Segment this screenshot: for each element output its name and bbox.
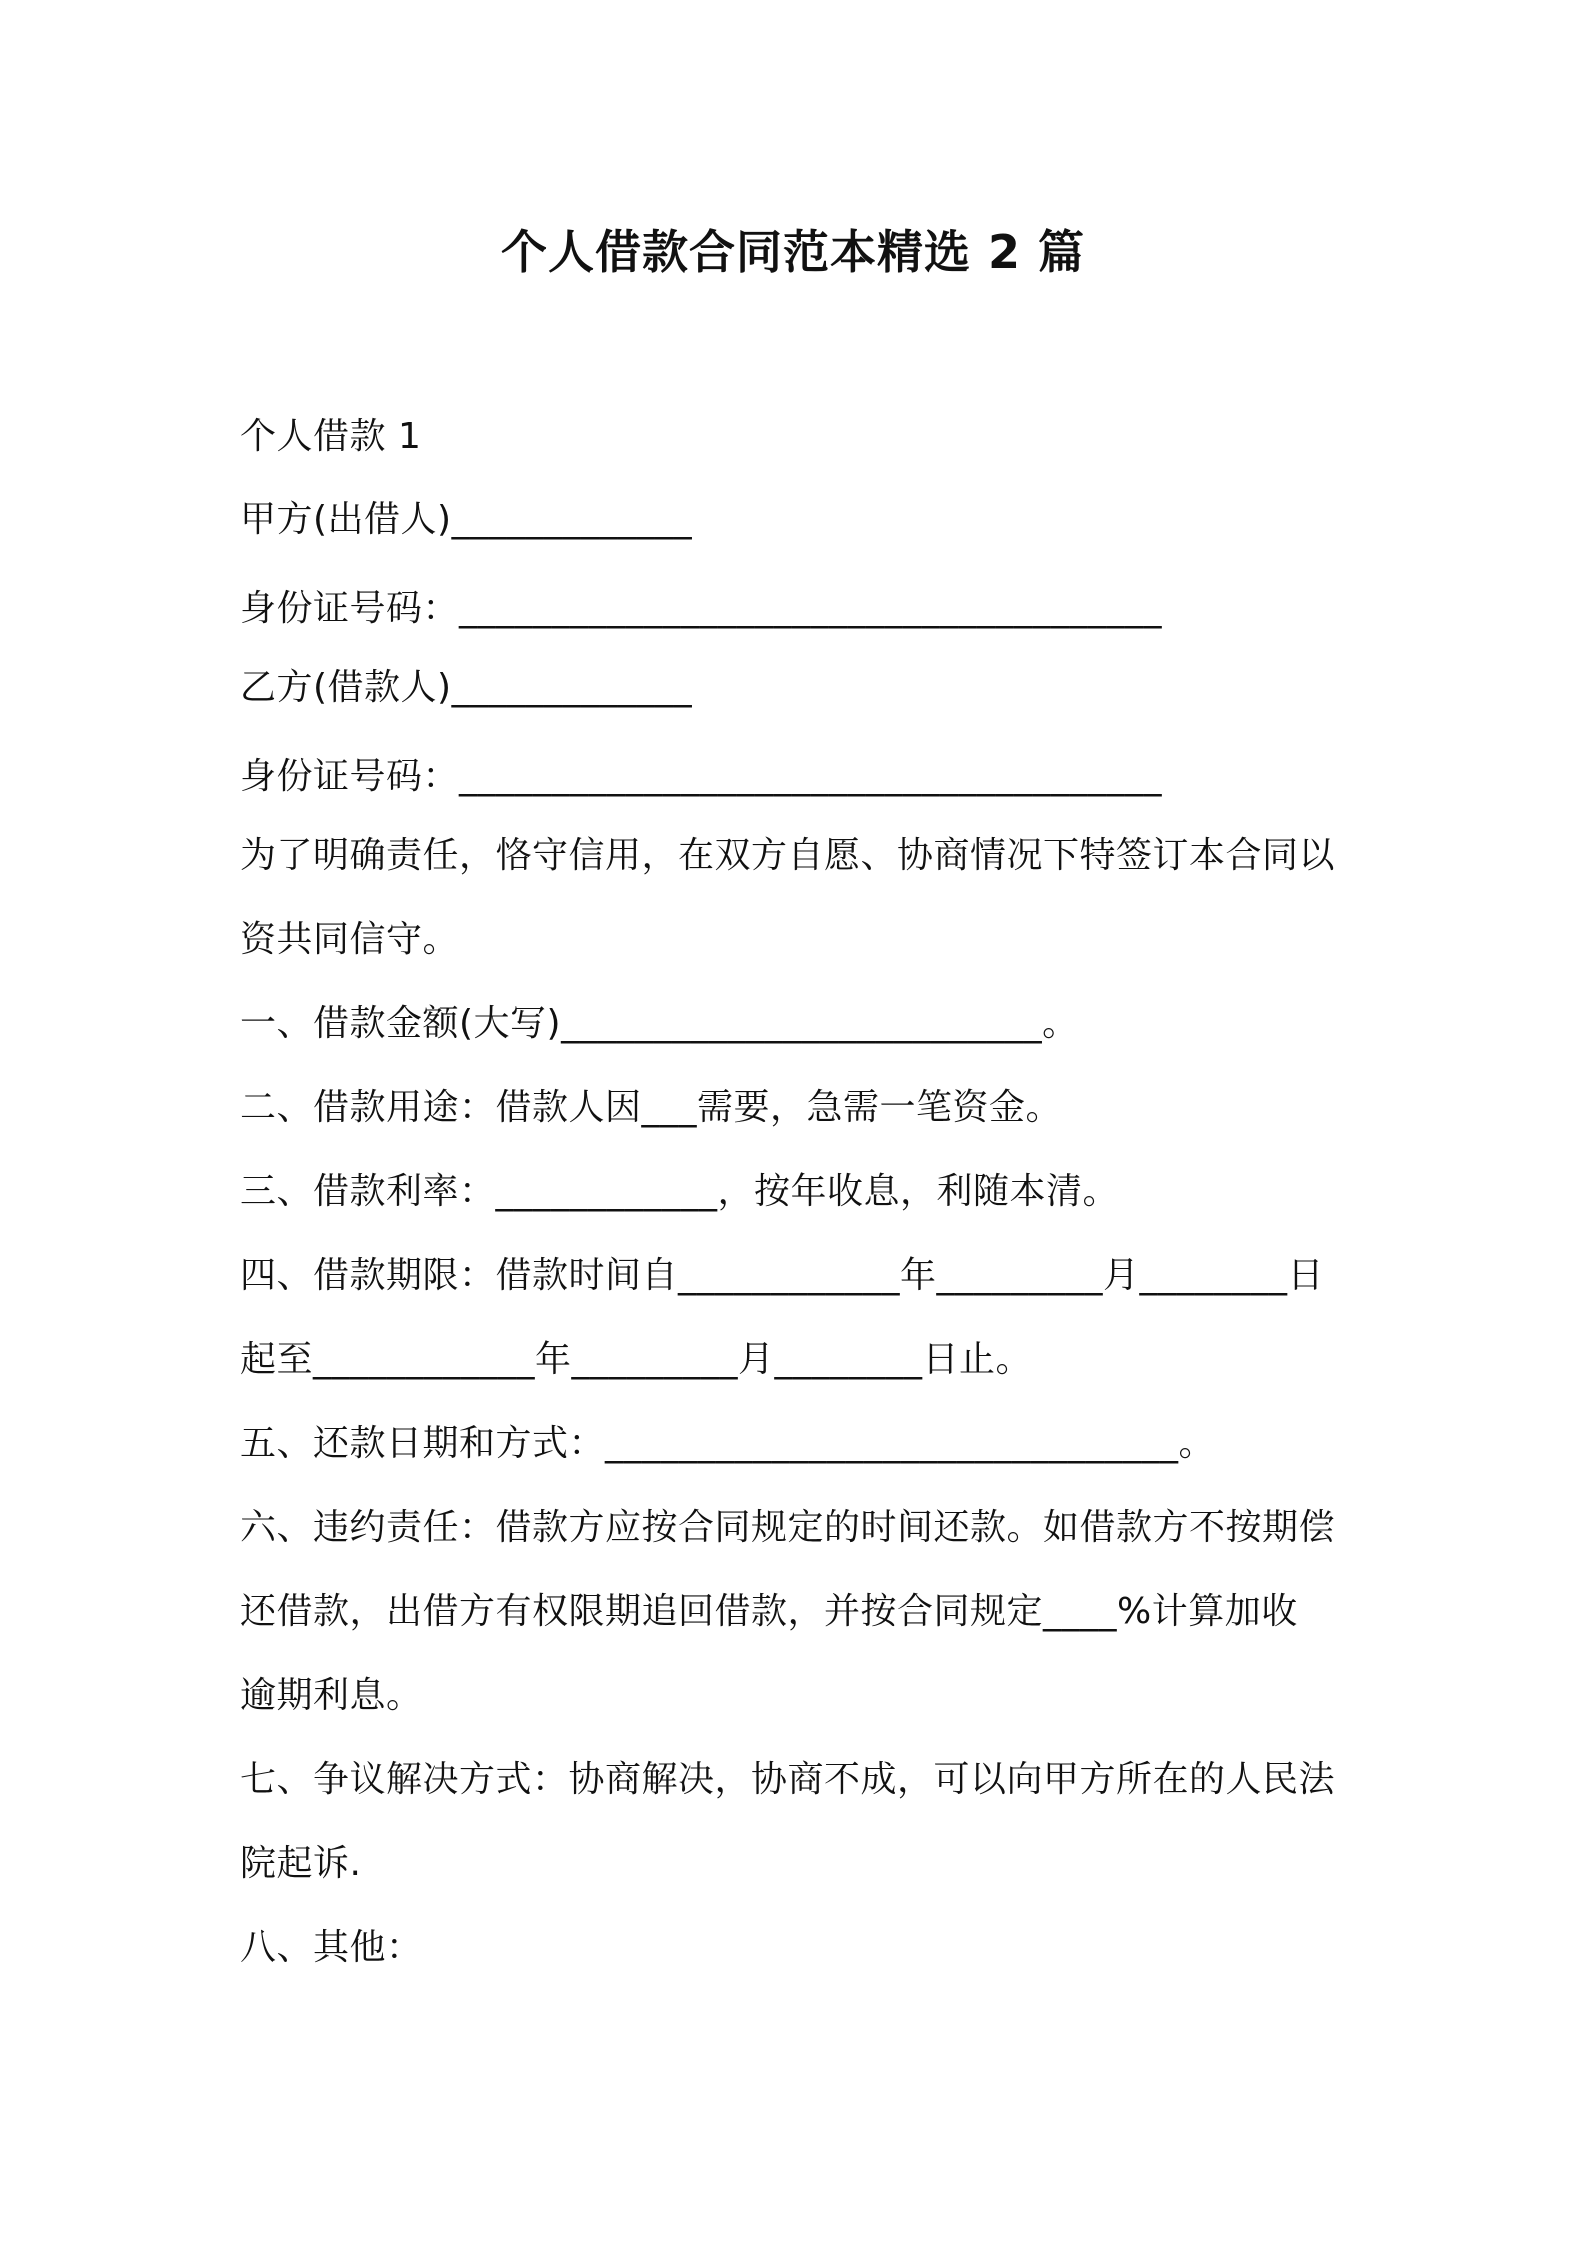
clause-dispute-cont: 院起诉. bbox=[240, 1843, 362, 1884]
clause-term-cont: 起至____________年_________月________日止。 bbox=[240, 1339, 1033, 1380]
section-heading: 个人借款 1 bbox=[240, 416, 422, 457]
clause-amount: 一、借款金额(大写)__________________________。 bbox=[240, 1003, 1079, 1044]
clause-interest: 三、借款利率：____________，按年收息，利随本清。 bbox=[240, 1171, 1120, 1212]
clause-purpose: 二、借款用途：借款人因___需要，急需一笔资金。 bbox=[240, 1087, 1063, 1128]
clause-repayment: 五、还款日期和方式：_______________________________。 bbox=[240, 1423, 1216, 1464]
preamble-text: 为了明确责任，恪守信用，在双方自愿、协商情况下特签订本合同以 bbox=[240, 835, 1336, 876]
clause-dispute: 七、争议解决方式：协商解决，协商不成，可以向甲方所在的人民法 bbox=[240, 1759, 1336, 1800]
clause-other: 八、其他： bbox=[240, 1927, 423, 1968]
borrower-field: 乙方(借款人)_____________ bbox=[240, 667, 693, 708]
clause-breach: 六、违约责任：借款方应按合同规定的时间还款。如借款方不按期偿 bbox=[240, 1507, 1336, 1548]
document-title: 个人借款合同范本精选 2 篇 bbox=[500, 225, 1086, 279]
lender-field: 甲方(出借人)_____________ bbox=[240, 499, 693, 540]
clause-breach-cont2: 逾期利息。 bbox=[240, 1675, 423, 1716]
clause-term: 四、借款期限：借款时间自____________年_________月________日 bbox=[240, 1255, 1325, 1296]
preamble-text-cont: 资共同信守。 bbox=[240, 919, 460, 960]
lender-id-field: 身份证号码：______________________________________ bbox=[240, 588, 1163, 629]
borrower-id-field: 身份证号码：______________________________________ bbox=[240, 756, 1163, 797]
clause-breach-cont: 还借款，出借方有权限期追回借款，并按合同规定____%计算加收 bbox=[240, 1591, 1298, 1632]
